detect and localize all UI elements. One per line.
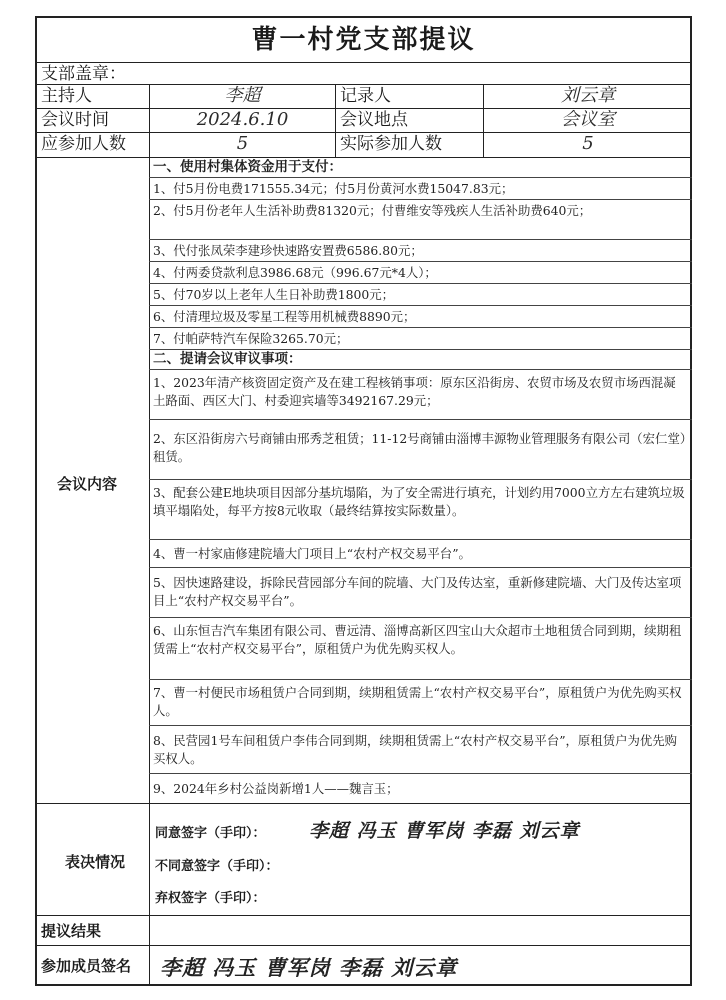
content-line-12: 3、配套公建E地块项目因部分基坑塌陷，为了安全需进行填充，计划约用7000立方左右建筑垃圾填平塌陷处，每平方按8元收取（最终结算按实际数量）。	[149, 480, 692, 540]
content-line-15: 6、山东恒吉汽车集团有限公司、曹远清、淄博高新区四宝山大众超市土地租赁合同到期，续期租赁需上“农村产权交易平台”，原租赁户为优先购买权人。	[149, 618, 692, 680]
content-line-6: 5、付70岁以上老年人生日补助费1800元；	[149, 284, 692, 306]
host-label: 主持人	[41, 86, 92, 106]
content-line-17: 8、民营园1号车间租赁户李伟合同到期，续期租赁需上“农村产权交易平台”，原租赁户为优先购买权人。	[149, 726, 692, 774]
content-line-11: 2、东区沿街房六号商铺由邢秀芝租赁；11-12号商铺由淄博丰源物业管理服务有限公司（宏仁堂）租赁。	[149, 420, 692, 480]
recorder-label: 记录人	[335, 85, 483, 108]
members-row	[37, 946, 690, 986]
content-line-9: 二、提请会议审议事项：	[149, 350, 692, 370]
document-sheet	[35, 16, 692, 986]
content-line-16: 7、曹一村便民市场租赁户合同到期，续期租赁需上“农村产权交易平台”，原租赁户为优先购买权人。	[149, 680, 692, 726]
seal-label: 支部盖章：	[41, 64, 126, 84]
attendance-row	[37, 133, 690, 158]
content-line-14: 5、因快速路建设，拆除民营园部分车间的院墙、大门及传达室，重新修建院墙、大门及传达室项目上“农村产权交易平台”。	[149, 568, 692, 618]
vote-label: 表决情况	[65, 853, 126, 871]
time-value: 2024.6.10	[149, 109, 335, 132]
expected-label: 应参加人数	[41, 134, 126, 154]
content-line-5: 4、付两委贷款利息3986.68元（996.67元*4人）；	[149, 262, 692, 284]
members-label: 参加成员签名	[41, 957, 132, 975]
content-line-1: 一、使用村集体资金用于支付：	[149, 158, 692, 178]
result-row	[37, 916, 690, 946]
content-line-2: 1、付5月份电费171555.34元；付5月份黄河水费15047.83元；	[149, 178, 692, 200]
vote-area	[149, 804, 692, 916]
time-label: 会议时间	[41, 110, 109, 130]
page-title: 曹一村党支部提议	[37, 18, 690, 63]
seal-row	[37, 63, 690, 85]
host-value: 李超	[149, 85, 335, 108]
host-row	[37, 85, 690, 109]
expected-value: 5	[149, 133, 335, 157]
content-line-18: 9、2024年乡村公益岗新增1人——魏言玉；	[153, 781, 399, 796]
content-line-3: 2、付5月份老年人生活补助费81320元；付曹维安等残疾人生活补助费640元；	[149, 200, 692, 240]
result-label: 提议结果	[41, 922, 102, 940]
content-line-13: 4、曹一村家庙修建院墙大门项目上“农村产权交易平台”。	[149, 540, 692, 568]
time-row	[37, 109, 690, 133]
actual-label: 实际参加人数	[335, 133, 483, 157]
agree-signatures: 李超 冯玉 曹军岗 李磊 刘云章	[309, 820, 580, 842]
recorder-value: 刘云章	[483, 85, 692, 108]
content-line-7: 6、付清理垃圾及零星工程等用机械费8890元；	[149, 306, 692, 328]
content-label: 会议内容	[57, 475, 118, 493]
content-line-4: 3、代付张凤荣李建珍快速路安置费6586.80元；	[149, 240, 692, 262]
members-signatures: 李超 冯玉 曹军岗 李磊 刘云章	[160, 955, 458, 980]
disagree-label: 不同意签字（手印）：	[155, 859, 279, 874]
members-sign-area	[149, 946, 692, 986]
result-value	[149, 916, 692, 945]
place-label: 会议地点	[335, 109, 483, 132]
actual-value: 5	[483, 133, 692, 157]
abstain-label: 弃权签字（手印）：	[155, 891, 266, 906]
content-line-10: 1、2023年清产核资固定资产及在建工程核销事项：原东区沿街房、农贸市场及农贸市场西混凝土路面、西区大门、村委迎宾墙等3492167.29元；	[149, 370, 692, 420]
place-value: 会议室	[483, 109, 692, 132]
agree-label: 同意签字（手印）：	[155, 826, 266, 841]
content-line-8: 7、付帕萨特汽车保险3265.70元；	[149, 328, 692, 350]
